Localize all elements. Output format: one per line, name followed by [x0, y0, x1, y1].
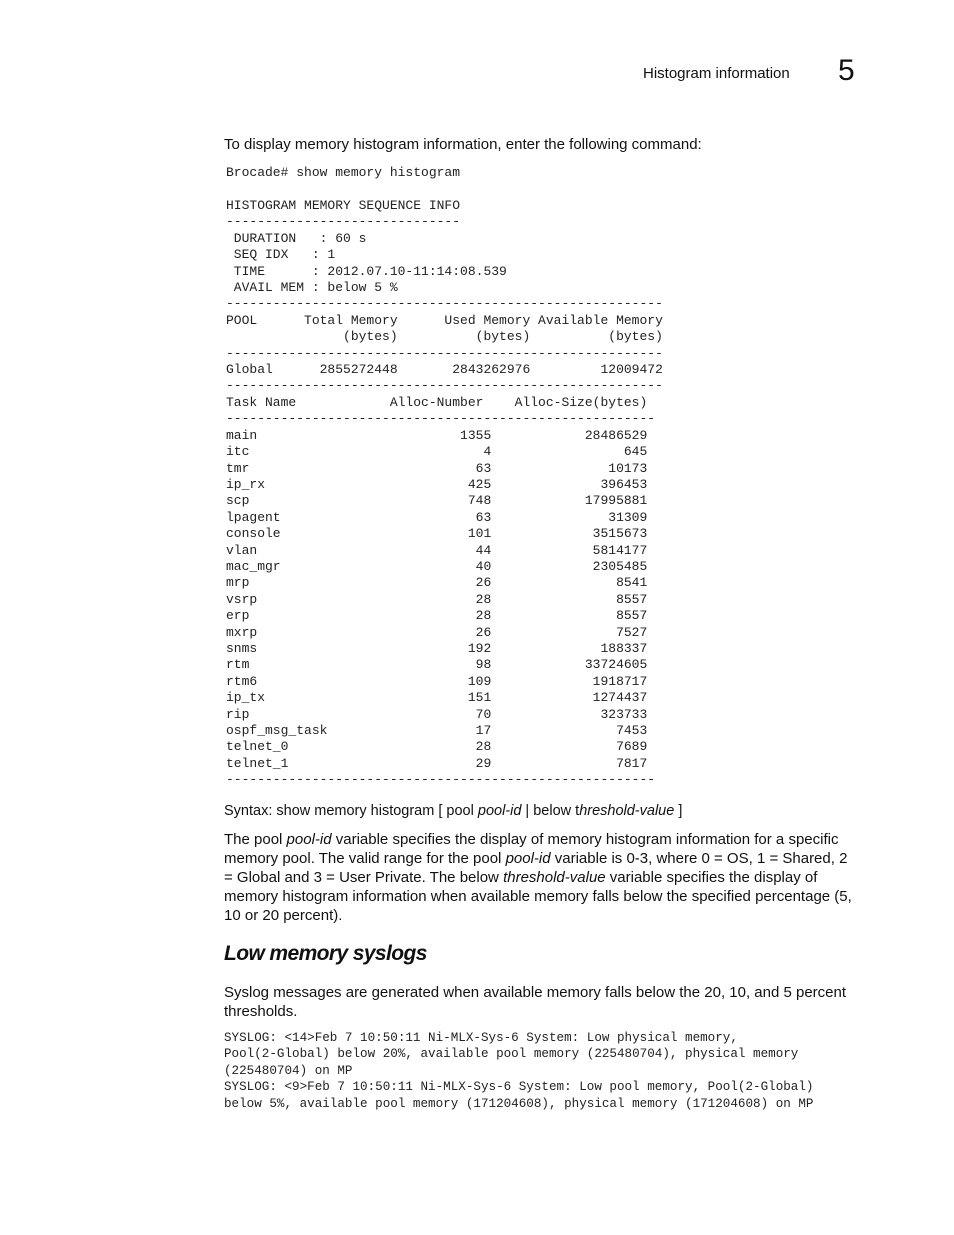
desc-text-2: variable specifies the display of memory histogram information for a specific memory pool. The valid range for the	[224, 831, 839, 867]
syntax-suffix: ]	[674, 803, 683, 819]
syntax-pool-id: pool-id	[477, 803, 522, 819]
desc-keyword-pool: pool	[254, 831, 283, 848]
desc-var-pool-id: pool-id	[286, 831, 332, 848]
chapter-number: 5	[838, 54, 855, 87]
description-paragraph	[224, 830, 854, 925]
desc-keyword-pool-2: pool	[473, 850, 502, 867]
section-heading: Low memory syslogs	[224, 942, 427, 965]
desc-keyword-below: below	[459, 869, 499, 886]
desc-text-3: variable is 0-3, where 0 = OS, 1 = Shared, 2 = Global and 3 = User Private. The	[224, 850, 848, 886]
syslog-output: SYSLOG: <14>Feb 7 10:50:11 Ni-MLX-Sys-6 System: Low physical memory, Pool(2-Global) below 20%, available pool memory (225480704), physical memory (225480704) on MP SYSLOG: <9>Feb 7 10:50:11 Ni-MLX-Sys-6 System: Low pool memory, Pool(2-Global) below 5%, available pool memory (171204608), physical memory (171204608) on MP	[224, 1031, 814, 1111]
desc-text-4: variable specifies the display of memory histogram information when available memory falls below the specified percentage (5, 10 or 20 percent).	[224, 869, 852, 924]
desc-var-pool-id-2: pool-id	[505, 850, 551, 867]
syntax-line	[224, 802, 682, 821]
running-header-title: Histogram information	[643, 65, 790, 82]
command-example: Brocade# show memory histogram	[226, 165, 461, 180]
desc-var-threshold: threshold-value	[503, 869, 606, 886]
intro-paragraph: To display memory histogram information, enter the following command:	[224, 136, 702, 153]
syntax-sep: | below t	[521, 803, 580, 819]
desc-text-1: The	[224, 831, 255, 848]
syntax-pool-tail: l	[470, 803, 474, 819]
syntax-threshold: hreshold-value	[579, 803, 675, 819]
syntax-prefix: Syntax: show memory histogram [ poo	[224, 803, 471, 819]
syslog-intro-paragraph: Syslog messages are generated when available memory falls below the 20, 10, and 5 percent thresholds.	[224, 984, 847, 1020]
histogram-output: HISTOGRAM MEMORY SEQUENCE INFO ------------------------------ DURATION : 60 s SEQ IDX : 1 TIME : 2012.07.10-11:14:08.539 AVAIL MEM : below 5 % -------------------------------------------------------- POOL Total Memory Used Memory Available Memory (bytes) (bytes) (bytes) -------------------------------------------------------- Global 2855272448 2843262976 12009472 -------------------------------------------------------- Task Name Alloc-Number Alloc-Size(bytes) ------------------------------------------------------- main 1355 28486529 itc 4 645 tmr 63 10173 ip_rx 425 396453 scp 748 17995881 lpagent 63 31309 console 101 3515673 vlan 44 5814177 mac_mgr 40 2305485 mrp 26 8541 vsrp 28 8557 erp 28 8557 mxrp 26 7527 snms 192 188337 rtm 98 33724605 rtm6 109 1918717 ip_tx 151 1274437 rip 70 323733 ospf_msg_task 17 7453 telnet_0 28 7689 telnet_1 29 7817 -------------------------------------------------------	[226, 198, 663, 788]
